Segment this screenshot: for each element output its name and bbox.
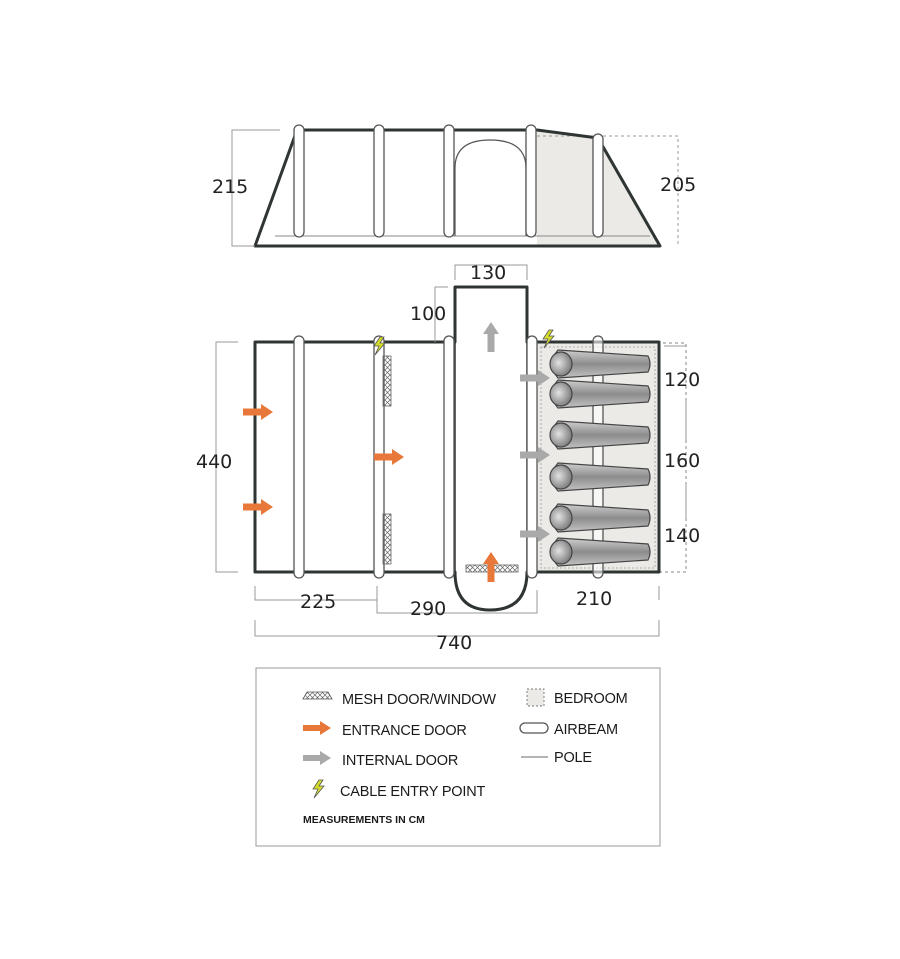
internal-arrow-icon [483,322,499,352]
legend-cable-label: CABLE ENTRY POINT [340,784,486,800]
dim-side-height-right: 205 [660,174,697,196]
dim-bedroom-2: 160 [664,450,701,472]
mesh-window [383,514,391,564]
bedroom-icon [527,689,544,706]
side-airbeam [593,134,603,237]
side-elevation [212,125,696,246]
side-airbeam [444,125,454,237]
legend-mesh-label: MESH DOOR/WINDOW [342,692,496,708]
dim-bedroom-section: 210 [576,588,613,610]
entrance-arrow-icon [243,404,273,420]
entrance-arrow-icon [243,499,273,515]
legend-bedroom-label: BEDROOM [554,691,628,707]
side-airbeam [526,125,536,237]
legend-airbeam-label: AIRBEAM [554,722,618,738]
dim-front-section: 225 [300,591,337,613]
side-airbeam [374,125,384,237]
mesh-window [383,356,391,406]
legend [256,668,660,846]
dim-total-depth: 440 [196,451,233,473]
dim-bedroom-3: 140 [664,525,701,547]
legend-pole-label: POLE [554,750,592,766]
dim-side-height-left: 215 [212,176,249,198]
legend-units-label: MEASUREMENTS IN CM [303,814,425,826]
floor-plan [196,262,700,654]
dim-porch-width: 130 [470,262,507,284]
airbeam [294,336,304,578]
airbeam-icon [520,723,548,733]
legend-entrance-label: ENTRANCE DOOR [342,723,467,739]
dim-total-length: 740 [436,632,473,654]
side-airbeam [294,125,304,237]
dim-bedroom-1: 120 [664,369,701,391]
mesh-icon [303,692,332,699]
dim-porch-depth: 100 [410,303,447,325]
legend-internal-label: INTERNAL DOOR [342,753,459,769]
airbeam [444,336,454,578]
dim-middle-section: 290 [410,598,447,620]
